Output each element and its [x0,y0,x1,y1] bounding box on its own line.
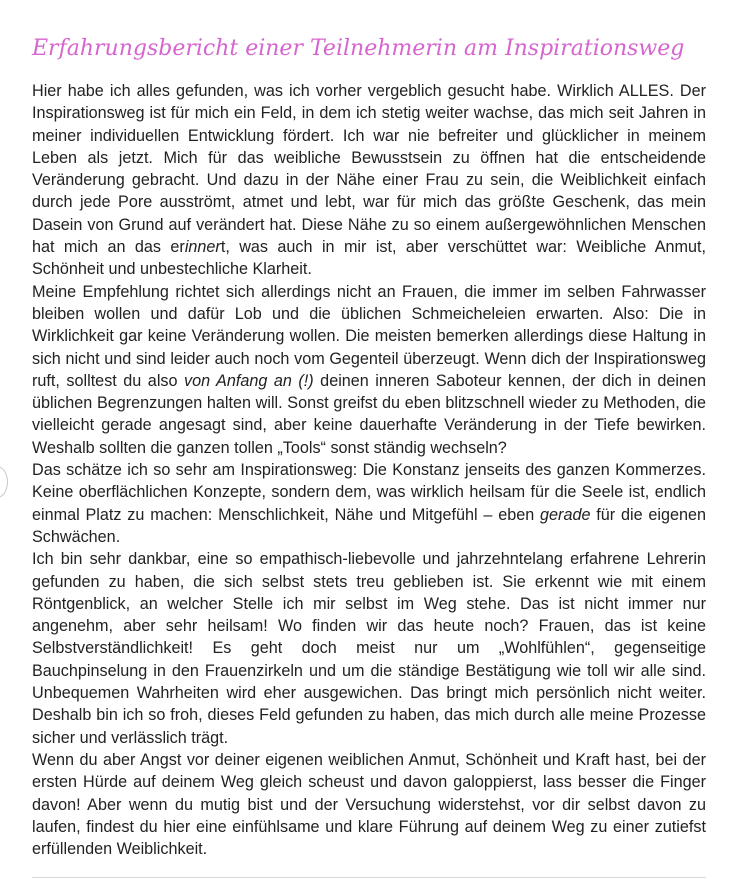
article-title: Erfahrungsbericht einer Teilnehmerin am Inspirationsweg [32,36,685,61]
paragraph-2-text-a: Meine Empfehlung richtet sich allerdings nicht an Frauen, die immer im selben Fahrwasser bleiben wollen und dafür Lob und die üblichen Schmeicheleien erwarten. Also: Die in Wirklichkeit gar keine Veränderung wollen. Die meisten bemerken allerdings diese Haltung in sich nicht und sind leider auch noch vom Gegenteil überzeugt. Wenn dich der Inspirationsweg ruft, solltest du also [32,282,706,390]
section-divider [32,877,706,878]
paragraph-3-text-b: für die eigenen Schwächen. [32,505,706,546]
paragraph-4: Ich bin sehr dankbar, eine so empathisch-liebevolle und jahrzehntelang erfahrene Lehrerin gefunden zu haben, die sich selbst stets treu geblieben ist. Sie erkennt wie mit einem Röntgenblick, an welcher Stelle ich mir selbst im Weg stehe. Das ist nicht immer nur angenehm, aber sehr heilsam! Wo finden wir das heute noch? Frauen, das ist keine Selbstverständlichkeit! Es geht doch meist nur um „Wohlfühlen“, gegenseitige Bauchpinselung in den Frauenzirkeln und um die ständige Bestätigung wie toll wir alle sind. Unbequemen Wahrheiten wird eher ausgewichen. Das bringt mich persönlich nicht weiter. Deshalb bin ich so froh, dieses Feld gefunden zu haben, das mich durch alle meine Prozesse sicher und verlässlich trägt. [32,550,706,747]
paragraph-1 [32,80,706,281]
paragraph-1-text-b: t, was auch in mir ist, aber verschüttet war: Weibliche Anmut, Schönheit und unbestechliche Klarheit. [32,238,706,279]
carousel-edge-handle[interactable] [0,466,8,498]
paragraph-3 [32,459,706,548]
testimonial-article [32,32,706,860]
paragraph-3-text-a: Das schätze ich so sehr am Inspirationsweg: Die Konstanz jenseits des ganzen Kommerzes. Keine oberflächlichen Konzepte, sondern dem, was wirklich heilsam für die Seele ist, endlich einmal Platz zu machen: Menschlichkeit, Nähe und Mitgefühl – eben [32,461,706,524]
paragraph-1-emphasis: inner [184,238,221,257]
paragraph-2 [32,281,706,459]
paragraph-5: Wenn du aber Angst vor deiner eigenen weiblichen Anmut, Schönheit und Kraft hast, bei der ersten Hürde auf deinem Weg gleich scheust und davon galoppierst, lass besser die Finger davon! Aber wenn du mutig bist und der Versuchung widerstehst, vor dir selbst davon zu laufen, findest du hier eine einfühlsame und klare Führung auf deinem Weg zu einer zutiefst erfüllenden Weiblichkeit. [32,750,706,859]
paragraph-2-text-b: deinen inneren Saboteur kennen, der dich in deinen üblichen Begrenzungen halten will. Sonst greifst du eben blitzschnell wieder zu Methoden, die vielleicht gerade angesagt sind, aber keine dauerhafte Veränderung in der Tiefe bewirken. Weshalb sollten die ganzen tollen „Tools“ sonst ständig wechseln? [32,371,706,457]
paragraph-2-emphasis: von Anfang an (!) [184,371,314,390]
paragraph-3-emphasis: gerade [540,505,591,524]
article-body [32,80,706,860]
paragraph-1-text-a: Hier habe ich alles gefunden, was ich vorher vergeblich gesucht habe. Wirklich ALLES. Der Inspirationsweg ist für mich ein Feld, in dem ich stetig weiter wachse, das mich seit Jahren in meiner individuellen Entwicklung fördert. Ich war nie befreiter und glücklicher in meinem Leben als jetzt. Mich für das weibliche Bewusstsein zu öffnen hat die entscheidende Veränderung gebracht. Und dazu in der Nähe einer Frau zu sein, die Weiblichkeit einfach durch jede Pore ausströmt, atmet und lebt, war für mich das größte Geschenk, das mein Dasein von Grund auf verändert hat. Diese Nähe zu so einem außergewöhnlichen Menschen hat mich an das er [32,82,706,257]
